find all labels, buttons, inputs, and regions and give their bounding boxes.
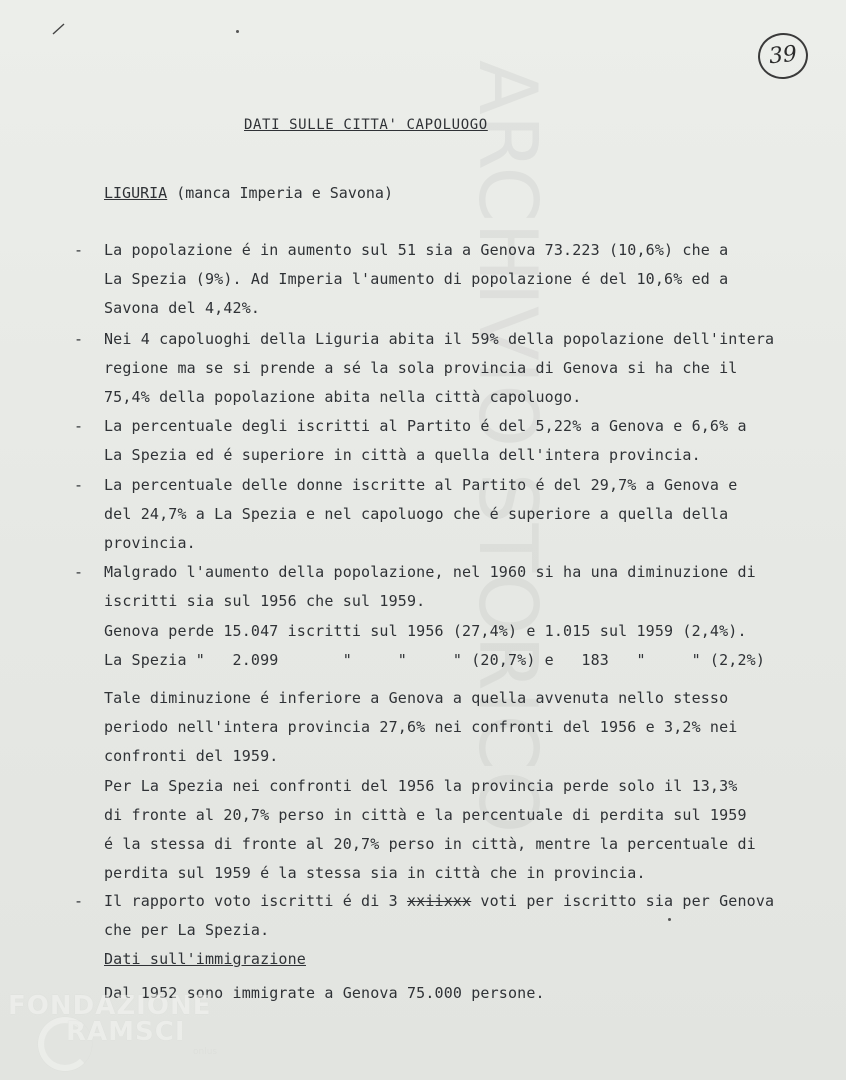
archive-watermark <box>385 0 575 1080</box>
text-line: La popolazione é in aumento sul 51 sia a Genova 73.223 (10,6%) che a <box>104 241 729 259</box>
ratio-struck: xxiixxx <box>406 892 472 910</box>
bullet-dash: - <box>74 417 84 435</box>
fondazione-gramsci-logo <box>8 985 218 1075</box>
text-line: é la stessa di fronte al 20,7% perso in città, mentre la percentuale di <box>104 835 756 853</box>
text-line: Malgrado l'aumento della popolazione, nel 1960 si ha una diminuzione di <box>104 563 756 581</box>
text-line: 75,4% della popolazione abita nella città capoluogo. <box>104 388 582 406</box>
text-line: Savona del 4,42%. <box>104 299 261 317</box>
bullet-dash: - <box>74 241 84 259</box>
ratio-after: voti per iscritto sia per Genova <box>471 892 775 910</box>
page-number: 39 <box>767 41 799 70</box>
text-line: La percentuale degli iscritti al Partito é del 5,22% a Genova e 6,6% a <box>104 417 747 435</box>
text-line: Tale diminuzione é inferiore a Genova a quella avvenuta nello stesso <box>104 689 729 707</box>
text-line: La Spezia " 2.099 " " " (20,7%) e 183 " " (2,2%) <box>104 651 766 669</box>
immigration-text: Dal 1952 sono immigrate a Genova 75.000 persone. <box>104 984 545 1002</box>
speck <box>668 918 671 921</box>
text-line: Nei 4 capoluoghi della Liguria abita il 59% della popolazione dell'intera <box>104 330 775 348</box>
ratio-line-2: che per La Spezia. <box>104 921 270 939</box>
text-line: provincia. <box>104 534 196 552</box>
speck <box>236 30 239 33</box>
logo-line1: FONDAZIONE <box>8 991 212 1021</box>
pen-mark <box>50 20 70 40</box>
text-line: confronti del 1959. <box>104 747 279 765</box>
bullet-dash: - <box>74 476 84 494</box>
text-line: Genova perde 15.047 iscritti sul 1956 (27,4%) e 1.015 sul 1959 (2,4%). <box>104 622 747 640</box>
text-line: Per La Spezia nei confronti del 1956 la provincia perde solo il 13,3% <box>104 777 738 795</box>
text-line: del 24,7% a La Spezia e nel capoluogo che é superiore a quella della <box>104 505 729 523</box>
text-line: La Spezia (9%). Ad Imperia l'aumento di popolazione é del 10,6% ed a <box>104 270 729 288</box>
bullet-dash: - <box>74 892 84 910</box>
logo-onlus: onlus <box>193 1047 218 1057</box>
region-note: (manca Imperia e Savona) <box>167 184 393 202</box>
immigration-heading: Dati sull'immigrazione <box>104 950 306 968</box>
page-title: DATI SULLE CITTA' CAPOLUOGO <box>244 117 488 133</box>
text-line: di fronte al 20,7% perso in città e la percentuale di perdita sul 1959 <box>104 806 747 824</box>
logo-line2: RAMSCI <box>66 1017 186 1047</box>
region-heading <box>104 184 393 202</box>
bullet-dash: - <box>74 563 84 581</box>
text-line: perdita sul 1959 é la stessa sia in città che in provincia. <box>104 864 646 882</box>
ratio-line <box>104 892 774 910</box>
bullet-dash: - <box>74 330 84 348</box>
text-line: regione ma se si prende a sé la sola provincia di Genova si ha che il <box>104 359 738 377</box>
region-name: LIGURIA <box>104 184 168 202</box>
watermark-text: ARCHIVIO STORICO <box>461 60 554 834</box>
text-line: iscritti sia sul 1956 che sul 1959. <box>104 592 426 610</box>
text-line: periodo nell'intera provincia 27,6% nei confronti del 1956 e 3,2% nei <box>104 718 738 736</box>
page-number-circle <box>756 31 811 82</box>
text-line: La Spezia ed é superiore in città a quella dell'intera provincia. <box>104 446 701 464</box>
text-line: La percentuale delle donne iscritte al Partito é del 29,7% a Genova e <box>104 476 738 494</box>
ratio-before: Il rapporto voto iscritti é di 3 <box>104 892 407 910</box>
